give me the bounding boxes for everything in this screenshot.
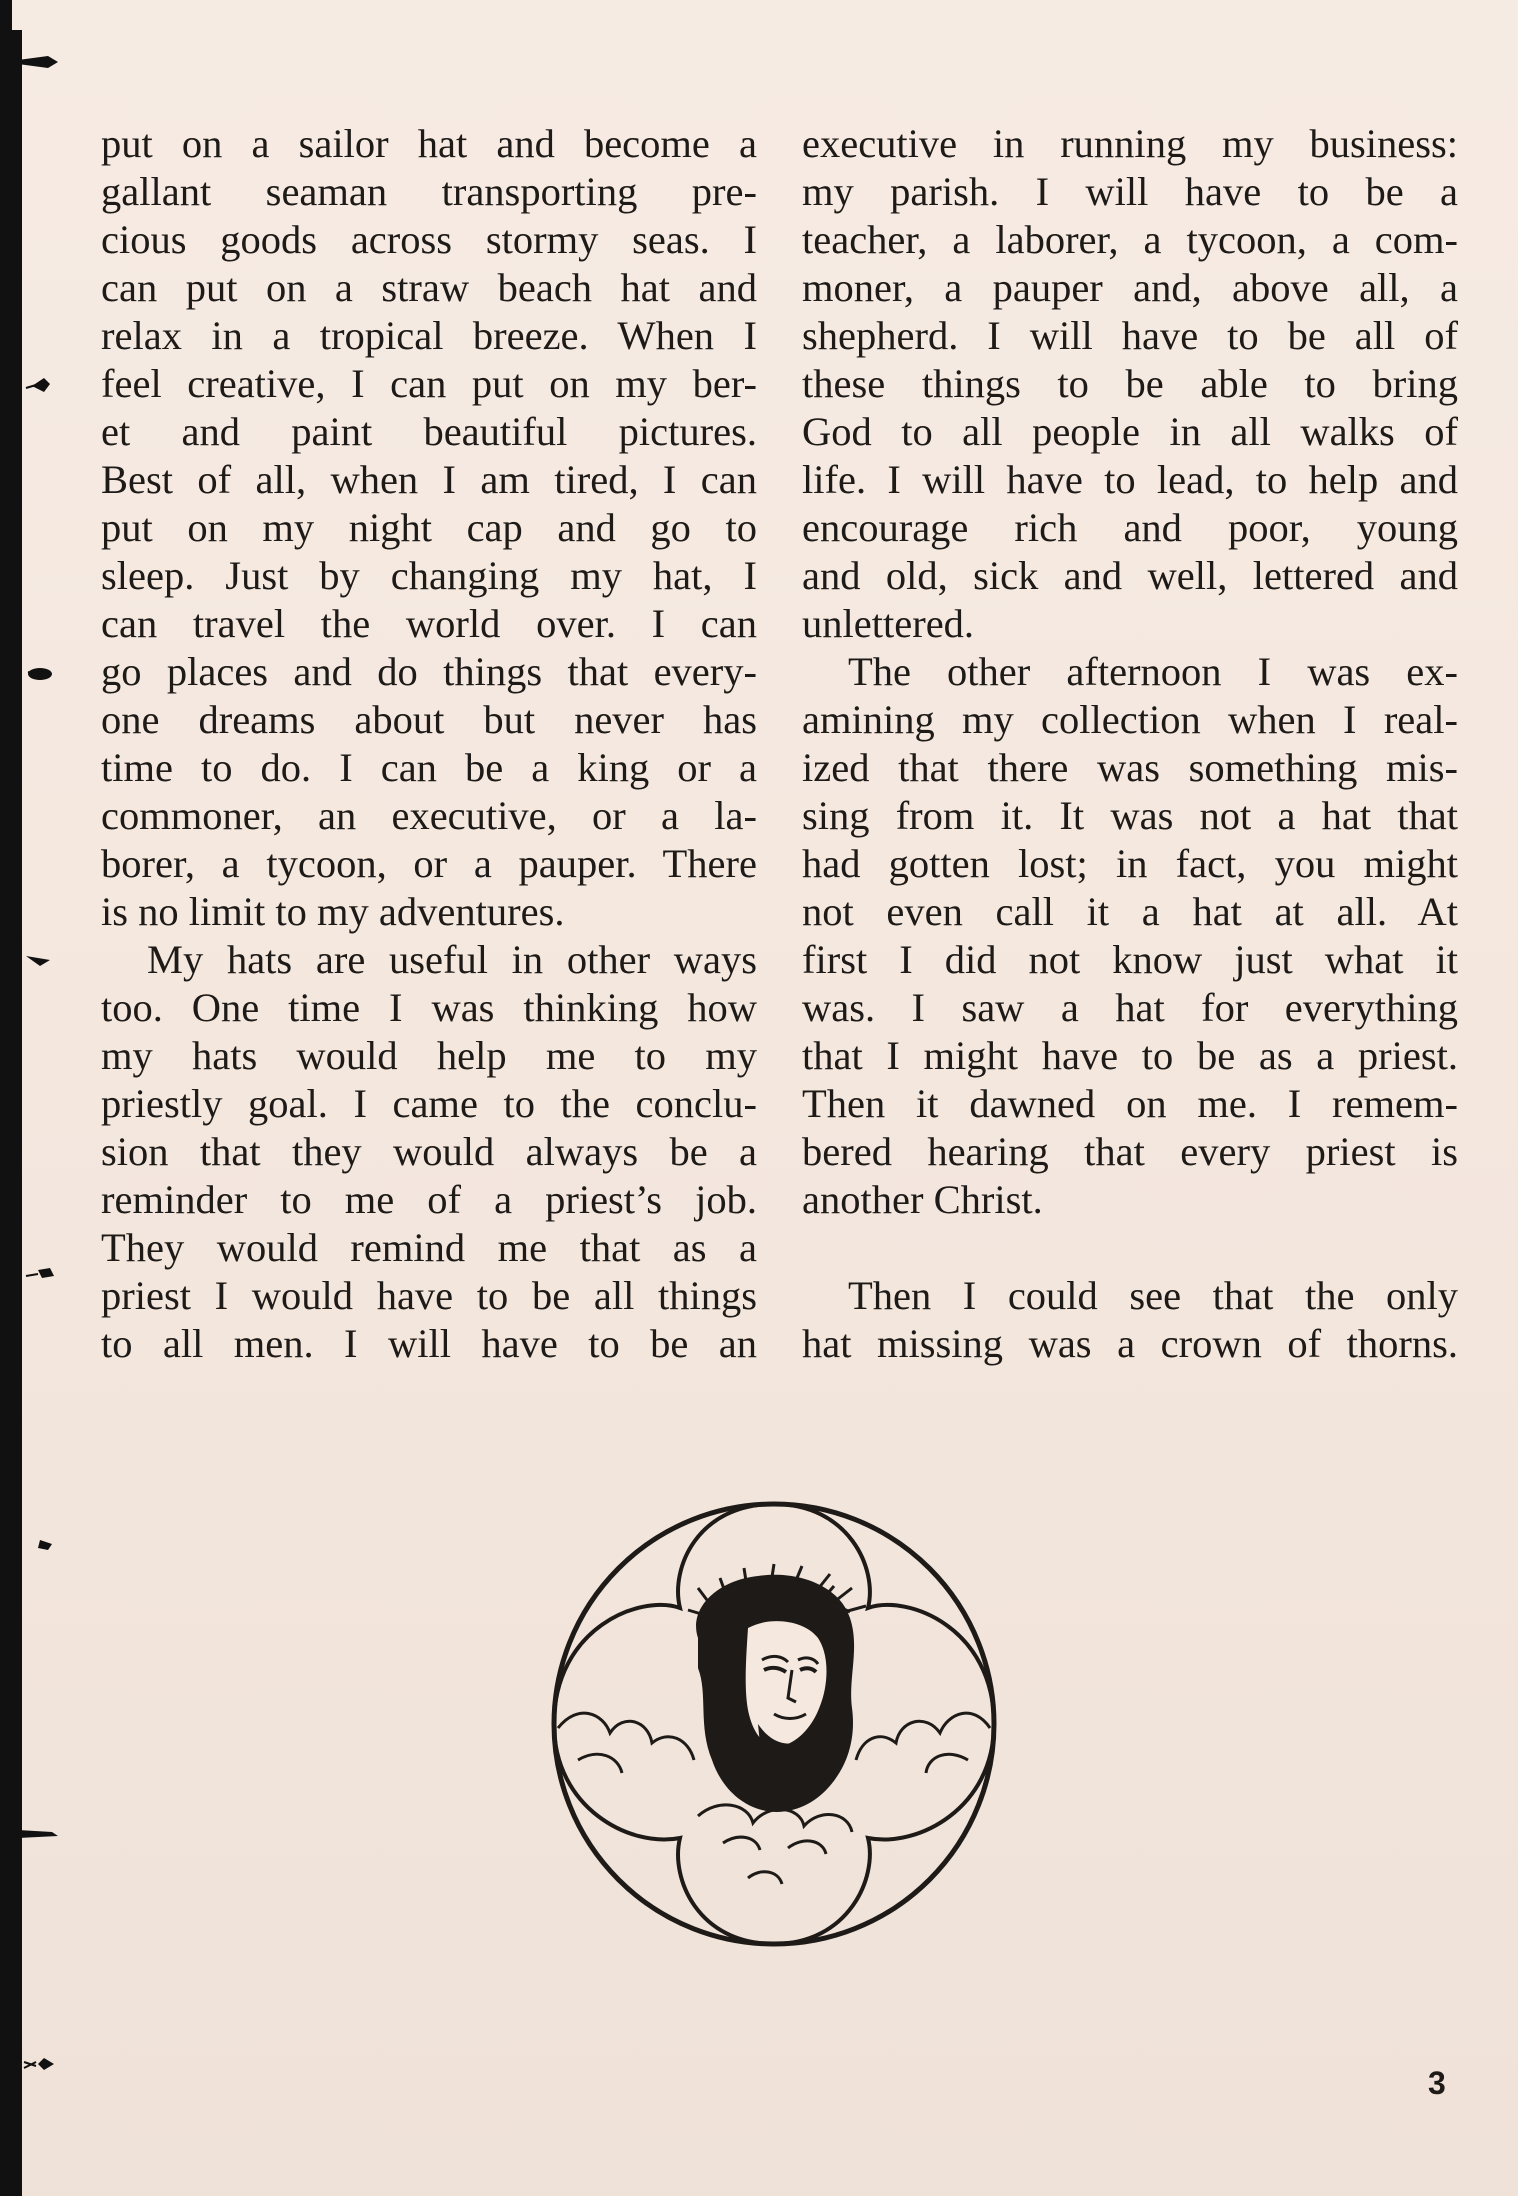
text-line: sion that they would always be a [101, 1129, 757, 1174]
text-line: hat missing was a crown of thorns. [802, 1321, 1458, 1366]
text-line: My hats are useful in other ways [147, 937, 757, 982]
text-line: teacher, a laborer, a tycoon, a com- [802, 217, 1458, 262]
text-line: They would remind me that as a [101, 1225, 757, 1270]
paragraph-gap [802, 1224, 1458, 1272]
binding-hole-icon [18, 2054, 62, 2074]
text-line: life. I will have to lead, to help and [802, 457, 1458, 502]
binding-hole-icon [18, 376, 62, 396]
text-line: amining my collection when I real- [802, 697, 1458, 742]
text-line: ized that there was something mis- [802, 745, 1458, 790]
text-line: first I did not know just what it [802, 937, 1458, 982]
left-text-column [101, 120, 757, 1368]
binding-hole-icon [18, 1824, 62, 1844]
binding-hole-icon [18, 1264, 62, 1284]
text-line: these things to be able to bring [802, 361, 1458, 406]
text-line: that I might have to be as a priest. [802, 1033, 1458, 1078]
binding-hole-icon [18, 52, 62, 72]
text-line: and old, sick and well, lettered and [802, 553, 1458, 598]
text-line: shepherd. I will have to be all of [802, 313, 1458, 358]
binding-hole-icon [18, 1536, 62, 1556]
text-line: can travel the world over. I can [101, 601, 757, 646]
text-line: et and paint beautiful pictures. [101, 409, 757, 454]
text-line: relax in a tropical breeze. When I [101, 313, 757, 358]
text-line: not even call it a hat at all. At [802, 889, 1458, 934]
text-line: put on a sailor hat and become a [101, 121, 757, 166]
text-line: unlettered. [802, 601, 975, 646]
christ-crown-of-thorns-emblem-icon [548, 1498, 1000, 1950]
text-line: to all men. I will have to be an [101, 1321, 757, 1366]
text-line: time to do. I can be a king or a [101, 745, 757, 790]
text-line: had gotten lost; in fact, you might [802, 841, 1458, 886]
text-line: can put on a straw beach hat and [101, 265, 757, 310]
text-line: another Christ. [802, 1177, 1043, 1222]
text-line: was. I saw a hat for everything [802, 985, 1458, 1030]
text-line: sing from it. It was not a hat that [802, 793, 1458, 838]
text-line: one dreams about but never has [101, 697, 757, 742]
text-line: The other afternoon I was ex- [848, 649, 1458, 694]
text-line: bered hearing that every priest is [802, 1129, 1458, 1174]
text-line: go places and do things that every- [101, 649, 757, 694]
binding-hole-icon [18, 950, 62, 970]
text-line: cious goods across stormy seas. I [101, 217, 757, 262]
text-line: put on my night cap and go to [101, 505, 757, 550]
text-line: gallant seaman transporting pre- [101, 169, 757, 214]
text-line: encourage rich and poor, young [802, 505, 1458, 550]
text-line: executive in running my business: [802, 121, 1458, 166]
text-line: Best of all, when I am tired, I can [101, 457, 757, 502]
text-line: commoner, an executive, or a la- [101, 793, 757, 838]
text-line: priest I would have to be all things [101, 1273, 757, 1318]
text-line: is no limit to my adventures. [101, 889, 565, 934]
text-line: too. One time I was thinking how [101, 985, 757, 1030]
page-number: 3 [1428, 2065, 1446, 2101]
text-line: borer, a tycoon, or a pauper. There [101, 841, 757, 886]
binding-strip [0, 30, 22, 2196]
text-line: God to all people in all walks of [802, 409, 1458, 454]
text-line: my hats would help me to my [101, 1033, 757, 1078]
text-line: Then I could see that the only [848, 1273, 1458, 1318]
text-line: priestly goal. I came to the conclu- [101, 1081, 757, 1126]
text-line: sleep. Just by changing my hat, I [101, 553, 757, 598]
text-line: Then it dawned on me. I remem- [802, 1081, 1458, 1126]
text-line: moner, a pauper and, above all, a [802, 265, 1458, 310]
binding-hole-icon [18, 664, 62, 684]
text-line: reminder to me of a priest’s job. [101, 1177, 757, 1222]
text-line: feel creative, I can put on my ber- [101, 361, 757, 406]
right-text-column [802, 120, 1458, 1368]
text-line: my parish. I will have to be a [802, 169, 1458, 214]
